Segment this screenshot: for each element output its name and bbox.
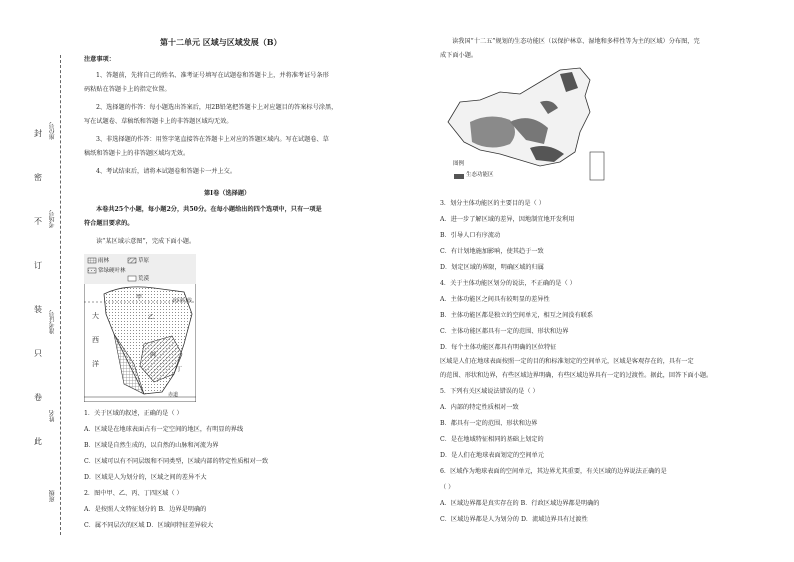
page-title: 第十二单元 区域与区域发展（B）	[160, 37, 282, 47]
region-label: 丁	[176, 366, 183, 373]
option: D．是人们在地球表面划定的空间单元	[440, 452, 544, 459]
region-label: 乙	[148, 314, 155, 321]
region-label: 甲	[136, 294, 143, 301]
notice-line: 稿纸和答题卡上的非答题区域均无效。	[84, 150, 190, 157]
option: B．都具有一定的范围、形状和边界	[440, 420, 538, 427]
passage-line: 区域是人们在地球表面按照一定的目的和标准划定的空间单元，区域是客观存在的，具有一定	[440, 358, 694, 365]
seal-char: 卷	[34, 393, 42, 402]
region-label: 丙	[150, 352, 157, 359]
option: C．属不同层次的区域 D．区域间特征差异较大	[84, 522, 214, 529]
option: C．区域边界都是人为划分的 D．流域边界具有过渡性	[440, 516, 588, 523]
notice-title: 注意事项：	[84, 56, 115, 63]
ocean-label: 大	[92, 312, 99, 320]
china-eco-map-figure	[440, 62, 610, 186]
seal-char: 此	[34, 437, 42, 446]
option: C．主体功能区都具有一定的范围、形状和边界	[440, 328, 569, 335]
map-legend-title: 图例	[453, 161, 465, 167]
option: D．每个主体功能区都具有明确的区位特征	[440, 344, 557, 351]
question: 5．下列有关区域说法错误的是（ ）	[440, 388, 539, 395]
seal-line	[60, 55, 61, 535]
notice-line: 3、非选择题的作答：用签字笔直接答在答题卡上对应的答题区域内。写在试题卷、草	[96, 136, 329, 143]
instruction: 本卷共25个小题，每小题2分，共50分。在每小题给出的四个选项中，只有一项是	[96, 206, 322, 213]
option: A．是按照人文特征划分的 B．边界是明确的	[84, 506, 207, 513]
notice-line: 码粘贴在答题卡上的指定位置。	[84, 86, 171, 93]
seal-char: 不	[34, 217, 42, 226]
notice-line: 写在试题卷、草稿纸和答题卡上的非答题区域均无效。	[84, 118, 233, 125]
equator-label: 赤道	[168, 392, 179, 398]
field-name: 姓名	[49, 410, 56, 422]
instruction: 符合题目要求的。	[84, 220, 134, 227]
map-intro: 读“某区域示意图”，完成下面小题。	[96, 238, 196, 245]
ocean-label: 洋	[92, 360, 99, 368]
option: A．区域是在地球表面占有一定空间的地区，有明显的界线	[84, 426, 244, 433]
question-cont: （ ）	[440, 484, 455, 491]
option: C．是在地域特征相同的基础上划定的	[440, 436, 544, 443]
seal-char: 密	[34, 173, 42, 182]
option: D．划定区域的界限，明确区域的归属	[440, 264, 544, 271]
map-legend-item: 生态功能区	[466, 172, 494, 178]
notice-line: 2、选择题的作答：每小题选出答案后，用2B铅笔把答题卡上对应题目的答案标号涂黑，	[96, 104, 338, 111]
option: D．区域是人为划分的，区域之间的差异不大	[84, 474, 207, 481]
seal-char: 装	[34, 305, 42, 314]
passage-line: 的范围、形状和边界，有些区域边界明确，有些区域边界具有一定的过渡性。据此，回答下面小题。	[440, 372, 713, 379]
section-heading: 第Ⅰ卷（选择题）	[204, 190, 251, 197]
option: B．引导人口有序流动	[440, 232, 501, 239]
tropic-label: 北回归线	[172, 298, 193, 304]
option: C．区域可以有不同层级和不同类型，区域内部的特定性质相对一致	[84, 458, 269, 465]
legend-desert: 荒漠	[138, 276, 150, 282]
intro-line: 成下面小题。	[440, 52, 478, 59]
option: A．主体功能区之间具有较明显的差异性	[440, 296, 550, 303]
question: 2．图中甲、乙、丙、丁四区域（ ）	[84, 490, 183, 497]
seal-char: 封	[34, 129, 42, 138]
option: B．区域是自然生成的，以自然的山脉和河流为界	[84, 442, 219, 449]
option: A．区域边界都是真实存在的 B．行政区域边界都是明确的	[440, 500, 600, 507]
field-class: 班级	[49, 490, 56, 502]
field-ticket-number: 准考证号	[49, 310, 56, 334]
legend-rainforest: 雨林	[98, 258, 110, 264]
field-seat-number: 座位号	[49, 122, 56, 140]
option: A．内部的特定性质相对一致	[440, 404, 519, 411]
question: 3．划分主体功能区的主要目的是（ ）	[440, 200, 545, 207]
field-exam-room: 考场号	[49, 210, 56, 228]
seal-char: 只	[34, 349, 42, 358]
question: 1．关于区域的叙述，正确的是（ ）	[84, 410, 183, 417]
ocean-label: 西	[92, 336, 99, 344]
seal-char: 订	[34, 261, 42, 270]
notice-line: 1、答题前，先将自己的姓名、准考证号填写在试题卷和答题卡上，并将准考证号条形	[96, 72, 329, 79]
binding-gutter	[0, 0, 70, 562]
intro-line: 读我国“十二五”规划的生态功能区（以保护林草、湿地和多样性等为主的区域）分布图，完	[452, 38, 700, 45]
legend-sclerophyll-forest: 常绿硬叶林	[98, 268, 126, 274]
option: B．主体功能区都是独立的空间单元，相互之间没有联系	[440, 312, 594, 319]
option: A．进一步了解区域的差异，因地制宜地开发利用	[440, 216, 575, 223]
question: 6．区域作为地球表面的空间单元，其边界尤其重要，有关区域的边界说法正确的是	[440, 468, 667, 475]
legend-grassland: 草原	[138, 258, 150, 264]
option: C．有计划地施加影响，使其趋于一致	[440, 248, 544, 255]
notice-line: 4、考试结束后，请将本试题卷和答题卡一并上交。	[96, 168, 237, 175]
question: 4．关于主体功能区划分的说法，不正确的是（ ）	[440, 280, 576, 287]
